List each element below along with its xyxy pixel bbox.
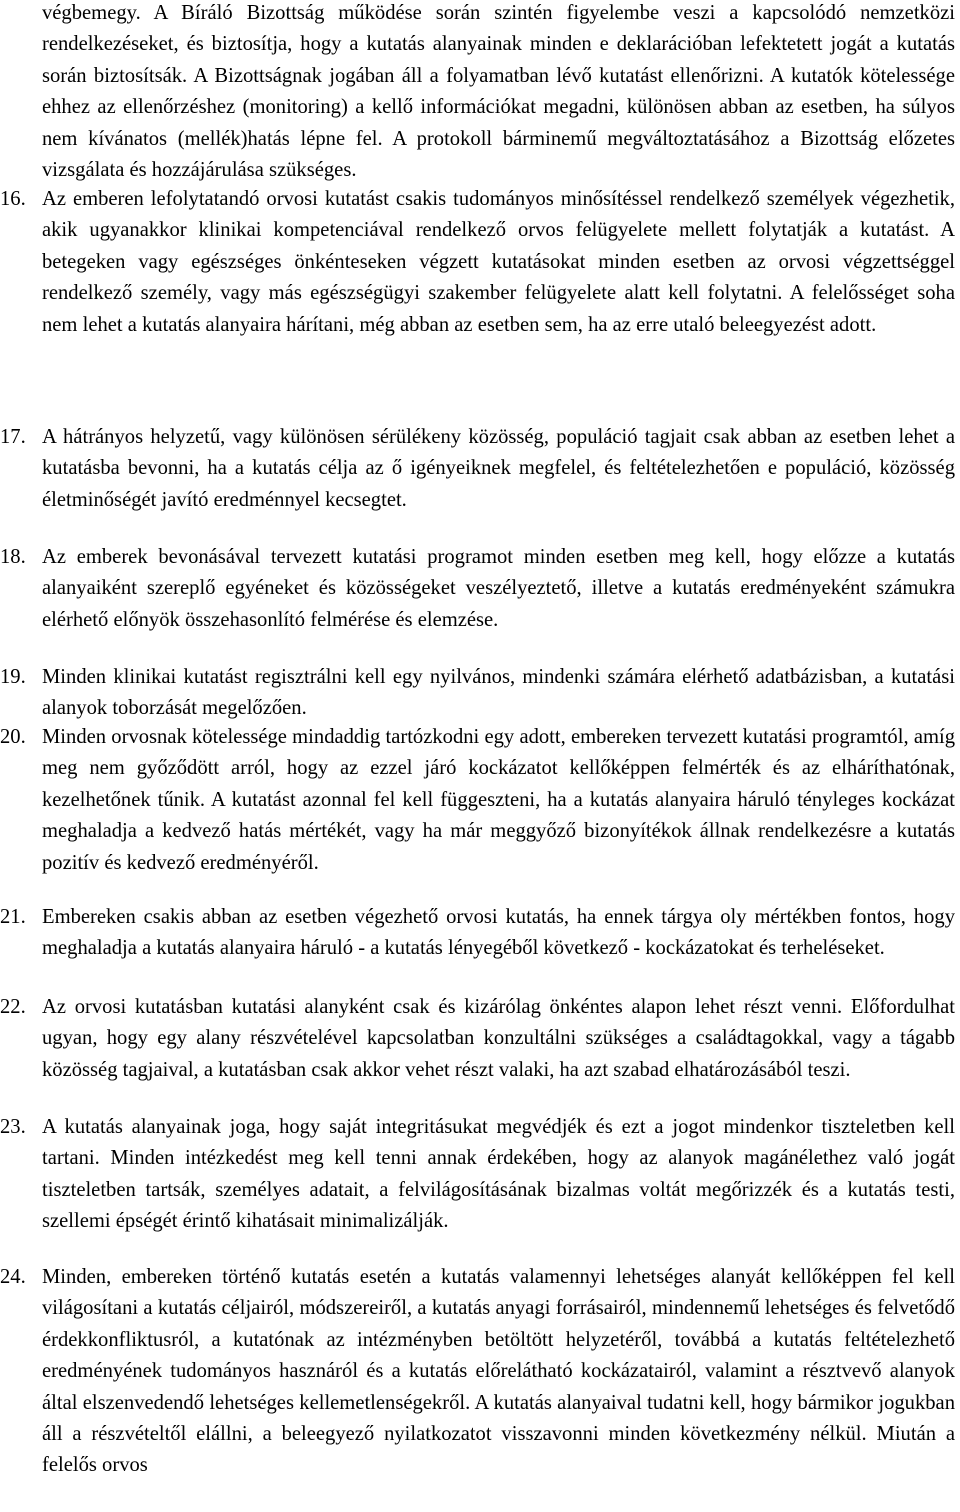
list-item-number: 18.	[0, 546, 26, 568]
list-item-text: Az emberek bevonásával tervezett kutatási programot minden esetben meg kell, hogy előzze a kutatás alanyaiként szereplő egyéneket és közösségeket veszélyeztető, illetve a kutatás eredményeként számukra elérhető előnyök összehasonlító felmérése és elemzése.	[42, 546, 955, 631]
list-item-number: 17.	[0, 426, 26, 448]
list-item-number: 16.	[0, 188, 26, 210]
list-item-text: Embereken csakis abban az esetben végezhető orvosi kutatás, ha ennek tárgya oly mértékben fontos, hogy meghaladja a kutatás alanyaira háruló - a kutatás lényegéből következő - kockázatokat és terheléseket.	[42, 906, 955, 960]
list-item-number: 20.	[0, 726, 26, 748]
list-item-text: Minden, embereken történő kutatás esetén a kutatás valamennyi lehetséges alanyát kellőképpen fel kell világosítani a kutatás céljairól, módszereiről, a kutatás anyagi forrásairól, mindennemű lehetséges és felvetődő érdekkonfliktusról, a kutatónak az intézményben betöltött helyzetéről, továbbá a kutatás feltételezhető eredményének tudományos hasznáról és a kutatás előrelátható kockázatairól, valamint a résztvevő alanyok által elszenvedendő lehetséges kellemetlenségekről. A kutatás alanyaival tudatni kell, hogy bármikor jogukban áll a részvételtől elállni, a beleegyező nyilatkozatot visszavonni minden következmény nélkül. Miután a felelős orvos	[42, 1266, 955, 1477]
list-item-text: A hátrányos helyzetű, vagy különösen sérülékeny közösség, populáció tagjait csak abban az esetben lehet a kutatásba bevonni, ha a kutatás célja az ő igényeiknek megfelel, és feltételezhetően e populáció, közösség életminőségét javító eredménnyel kecsegtet.	[42, 426, 955, 511]
list-item-number: 24.	[0, 1266, 26, 1288]
list-item-text: A kutatás alanyainak joga, hogy saját integritásukat megvédjék és ezt a jogot mindenkor tiszteletben kell tartani. Minden intézkedést meg kell tenni annak érdekében, hogy az alanyok magánélethez való jogát tiszteletben tartsák, személyes adatait, a felvilágosításának bizalmas voltát megőrizzék és a kutatás testi, szellemi épségét érintő kihatásait minimalizálják.	[42, 1116, 955, 1233]
list-item-text: Az orvosi kutatásban kutatási alanyként csak és kizárólag önkéntes alapon lehet részt venni. Előfordulhat ugyan, hogy egy alany részvételével kapcsolatban konzultálni szükséges a családtagokkal, vagy a tágabb közösség tagjaival, a kutatásban csak akkor vehet részt valaki, ha azt szabad elhatározásából teszi.	[42, 996, 955, 1081]
list-item-text: Minden klinikai kutatást regisztrálni kell egy nyilvános, mindenki számára elérhető adatbázisban, a kutatási alanyok toborzását megelőzően.	[42, 666, 955, 720]
list-item-number: 21.	[0, 906, 26, 928]
list-item-number: 19.	[0, 666, 26, 688]
list-item-text: Minden orvosnak kötelessége mindaddig tartózkodni egy adott, embereken tervezett kutatási programtól, amíg meg nem győződött arról, hogy az ezzel járó kockázatot kellőképpen felmérték és az elháríthatónak, kezelhetőnek tűnik. A kutatást azonnal fel kell függeszteni, ha a kutatás alanyaira háruló tényleges kockázat meghaladja a kedvező hatás mértékét, vagy ha már meggyőző bizonyítékok állnak rendelkezésre a kutatás pozitív és kedvező eredményéről.	[42, 726, 955, 874]
list-item-number: 23.	[0, 1116, 26, 1138]
continuation-paragraph: végbemegy. A Bíráló Bizottság működése során szintén figyelembe veszi a kapcsolódó nemzetközi rendelkezéseket, és biztosítja, hogy a kutatás alanyainak minden e deklarációban lefektetett jogát a kutatás során biztosítsák. A Bizottságnak jogában áll a folyamatban lévő kutatást ellenőrizni. A kutatók kötelessége ehhez az ellenőrzéshez (monitoring) a kellő információkat megadni, különösen abban az esetben, ha súlyos nem kívánatos (mellék)hatás lépne fel. A protokoll bárminemű megváltoztatásához a Bizottság előzetes vizsgálata és hozzájárulása szükséges.	[42, 2, 955, 182]
list-item-number: 22.	[0, 996, 26, 1018]
list-item-text: Az emberen lefolytatandó orvosi kutatást csakis tudományos minősítéssel rendelkező személyek végezhetik, akik ugyanakkor klinikai kompetenciával rendelkező orvos felügyelete mellett folytatják a kutatást. A betegeken vagy egészséges önkénteseken végzett kutatásokat minden esetben az orvosi végzettséggel rendelkező személy, vagy más egészségügyi szakember felügyelete alatt kell folytatni. A felelősséget soha nem lehet a kutatás alanyaira hárítani, még abban az esetben sem, ha az erre utaló beleegyezést adott.	[42, 188, 955, 336]
